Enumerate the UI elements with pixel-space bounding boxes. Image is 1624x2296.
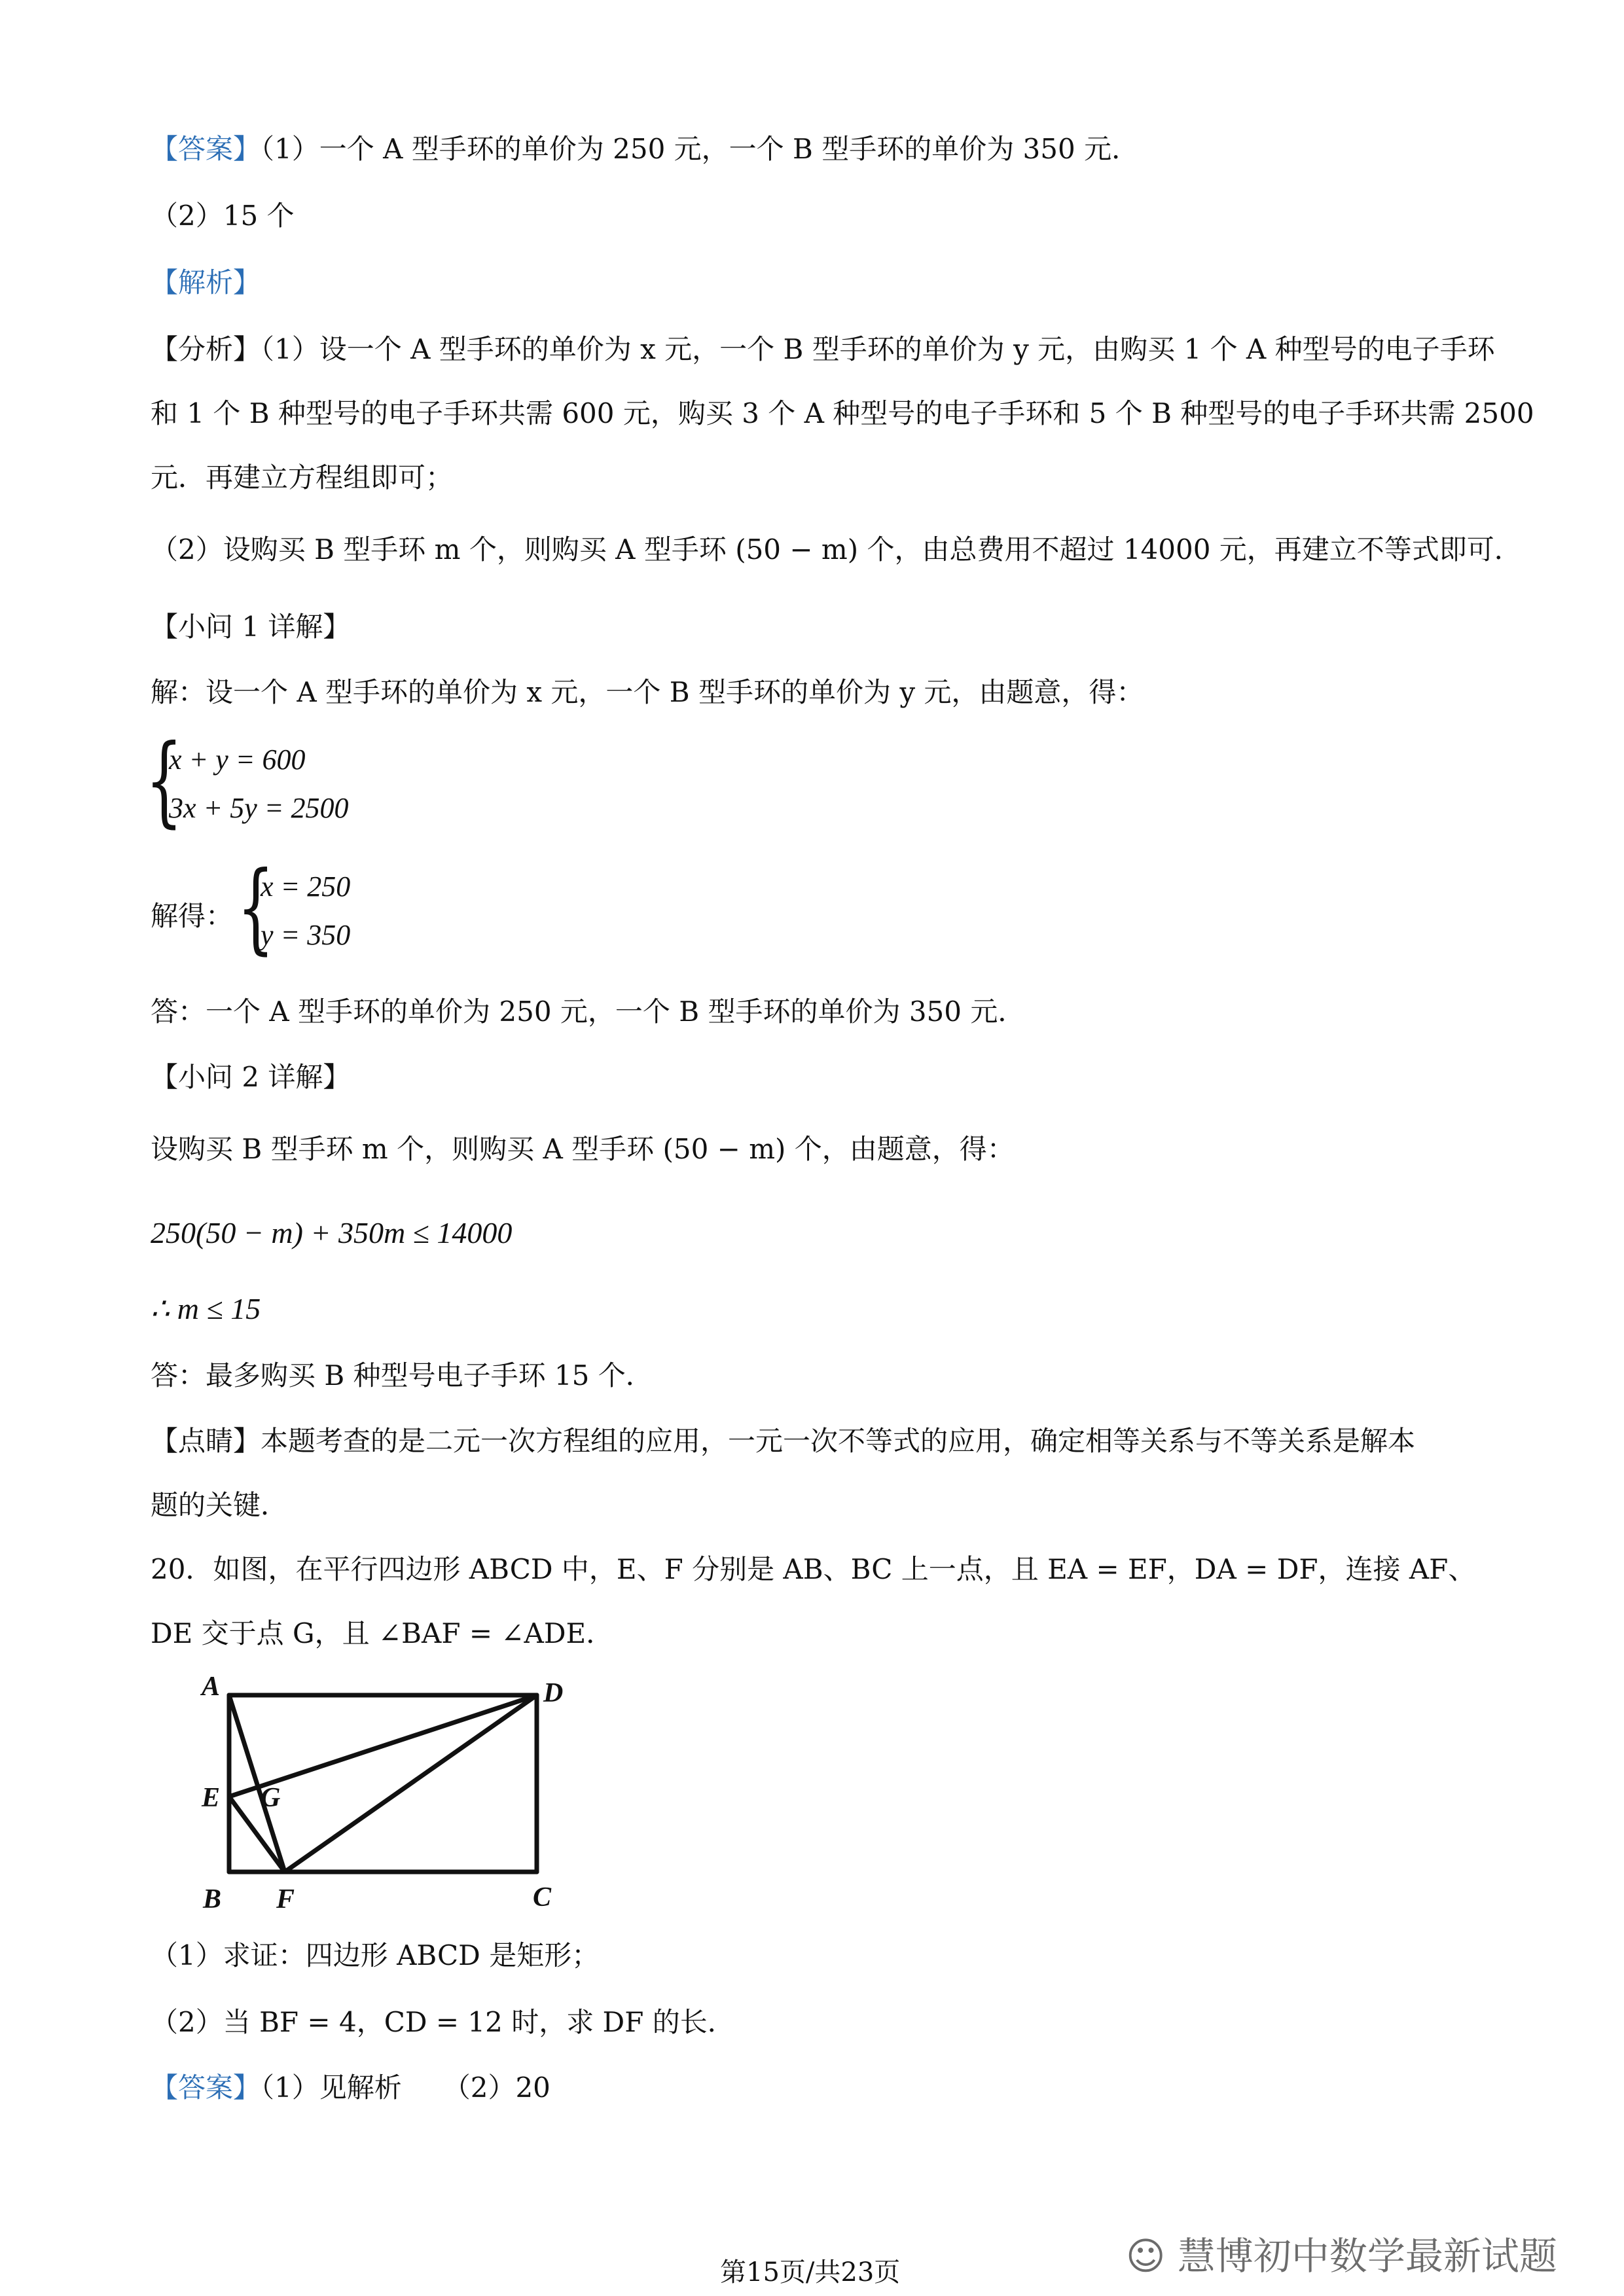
label-d: D: [543, 1678, 564, 1708]
comment-line-1: [151, 1423, 1415, 1460]
q20-answer-line: [151, 2070, 550, 2106]
analysis-line-2: 和 1 个 B 种型号的电子手环共需 600 元，购买 3 个 A 种型号的电子手环和 5 个 B 种型号的电子手环共需 2500: [151, 397, 1534, 429]
sub2-setup: 设购买 B 型手环 m 个，则购买 A 型手环 (50 − m) 个，由题意，得：: [151, 1133, 1015, 1165]
segment-ed: [229, 1695, 537, 1797]
analysis-tag: 【解析】: [151, 266, 261, 298]
q20-answer-tag: 【答案】: [151, 2072, 261, 2104]
sub1-setup: 解：设一个 A 型手环的单价为 x 元，一个 B 型手环的单价为 y 元，由题意，得：: [151, 676, 1144, 708]
sub2-answer: 答：最多购买 B 种型号电子手环 15 个．: [151, 1359, 653, 1391]
analysis-line-1: [151, 331, 1495, 368]
analysis-tag-fenxi: 【分析】: [151, 333, 261, 365]
inequality-result: ∴ m ≤ 15: [151, 1292, 261, 1325]
analysis-line-4: （2）设购买 B 型手环 m 个，则购买 A 型手环 (50 − m) 个，由总费用不超过 14000 元，再建立不等式即可．: [151, 533, 1522, 565]
solution-x: x = 250: [261, 870, 351, 903]
label-a: A: [202, 1676, 221, 1702]
equation-2: 3x + 5y = 2500: [169, 792, 349, 824]
comment-text-1: 本题考查的是二元一次方程组的应用，一元一次不等式的应用，确定相等关系与不等关系是解本: [261, 1425, 1416, 1457]
q20-stem-2: DE 交于点 G，且 ∠BAF = ∠ADE．: [151, 1617, 614, 1649]
equation-1: x + y = 600: [169, 744, 306, 776]
solution-system: [261, 863, 350, 960]
segment-fd: [285, 1695, 537, 1872]
wechat-icon: ☺: [1126, 2234, 1166, 2278]
sub1-answer: 答：一个 A 型手环的单价为 250 元，一个 B 型手环的单价为 350 元．: [151, 996, 1026, 1028]
sub2-tag: 【小问 2 详解】: [151, 1061, 351, 1093]
page-footer: 第15页/共23页: [720, 2257, 901, 2287]
equation-system-1: [169, 736, 348, 833]
sub1-tag: 【小问 1 详解】: [151, 611, 351, 643]
comment-line-2: 题的关键．: [151, 1489, 289, 1521]
wechat-watermark: [1126, 2225, 1557, 2280]
q20-part-2: （2）当 BF = 4，CD = 12 时，求 DF 的长．: [151, 2006, 735, 2038]
answer-part1: （1）一个 A 型手环的单价为 250 元，一个 B 型手环的单价为 350 元．: [261, 133, 1140, 165]
label-c: C: [533, 1882, 552, 1912]
label-e: E: [202, 1783, 221, 1813]
q20-stem-1: 20．如图，在平行四边形 ABCD 中，E、F 分别是 AB、BC 上一点，且 EA = EF，DA = DF，连接 AF、: [151, 1553, 1476, 1585]
answer-part2: （2）15 个: [151, 200, 295, 232]
analysis-text-1: （1）设一个 A 型手环的单价为 x 元，一个 B 型手环的单价为 y 元，由购买 1 个 A 种型号的电子手环: [261, 333, 1495, 365]
q20-answer: （1）见解析 （2）20: [261, 2072, 550, 2104]
answer-tag: 【答案】: [151, 133, 261, 165]
inequality: 250(50 − m) + 350m ≤ 14000: [151, 1216, 513, 1249]
analysis-line-3: 元．再建立方程组即可；: [151, 461, 454, 493]
label-b: B: [203, 1884, 222, 1914]
solution-y: y = 350: [261, 919, 351, 951]
brace-solution: {: [237, 851, 275, 965]
watermark-text: 慧博初中数学最新试题: [1177, 2234, 1557, 2278]
solve-label: 解得：: [151, 900, 234, 932]
brace-system-1: {: [145, 724, 183, 838]
comment-tag: 【点睛】: [151, 1425, 261, 1457]
rectangle-figure: [196, 1676, 602, 1924]
label-g: G: [261, 1783, 281, 1813]
q19-answer-line: [151, 131, 1139, 168]
q20-part-1: （1）求证：四边形 ABCD 是矩形；: [151, 1939, 600, 1971]
label-f: F: [276, 1884, 295, 1914]
